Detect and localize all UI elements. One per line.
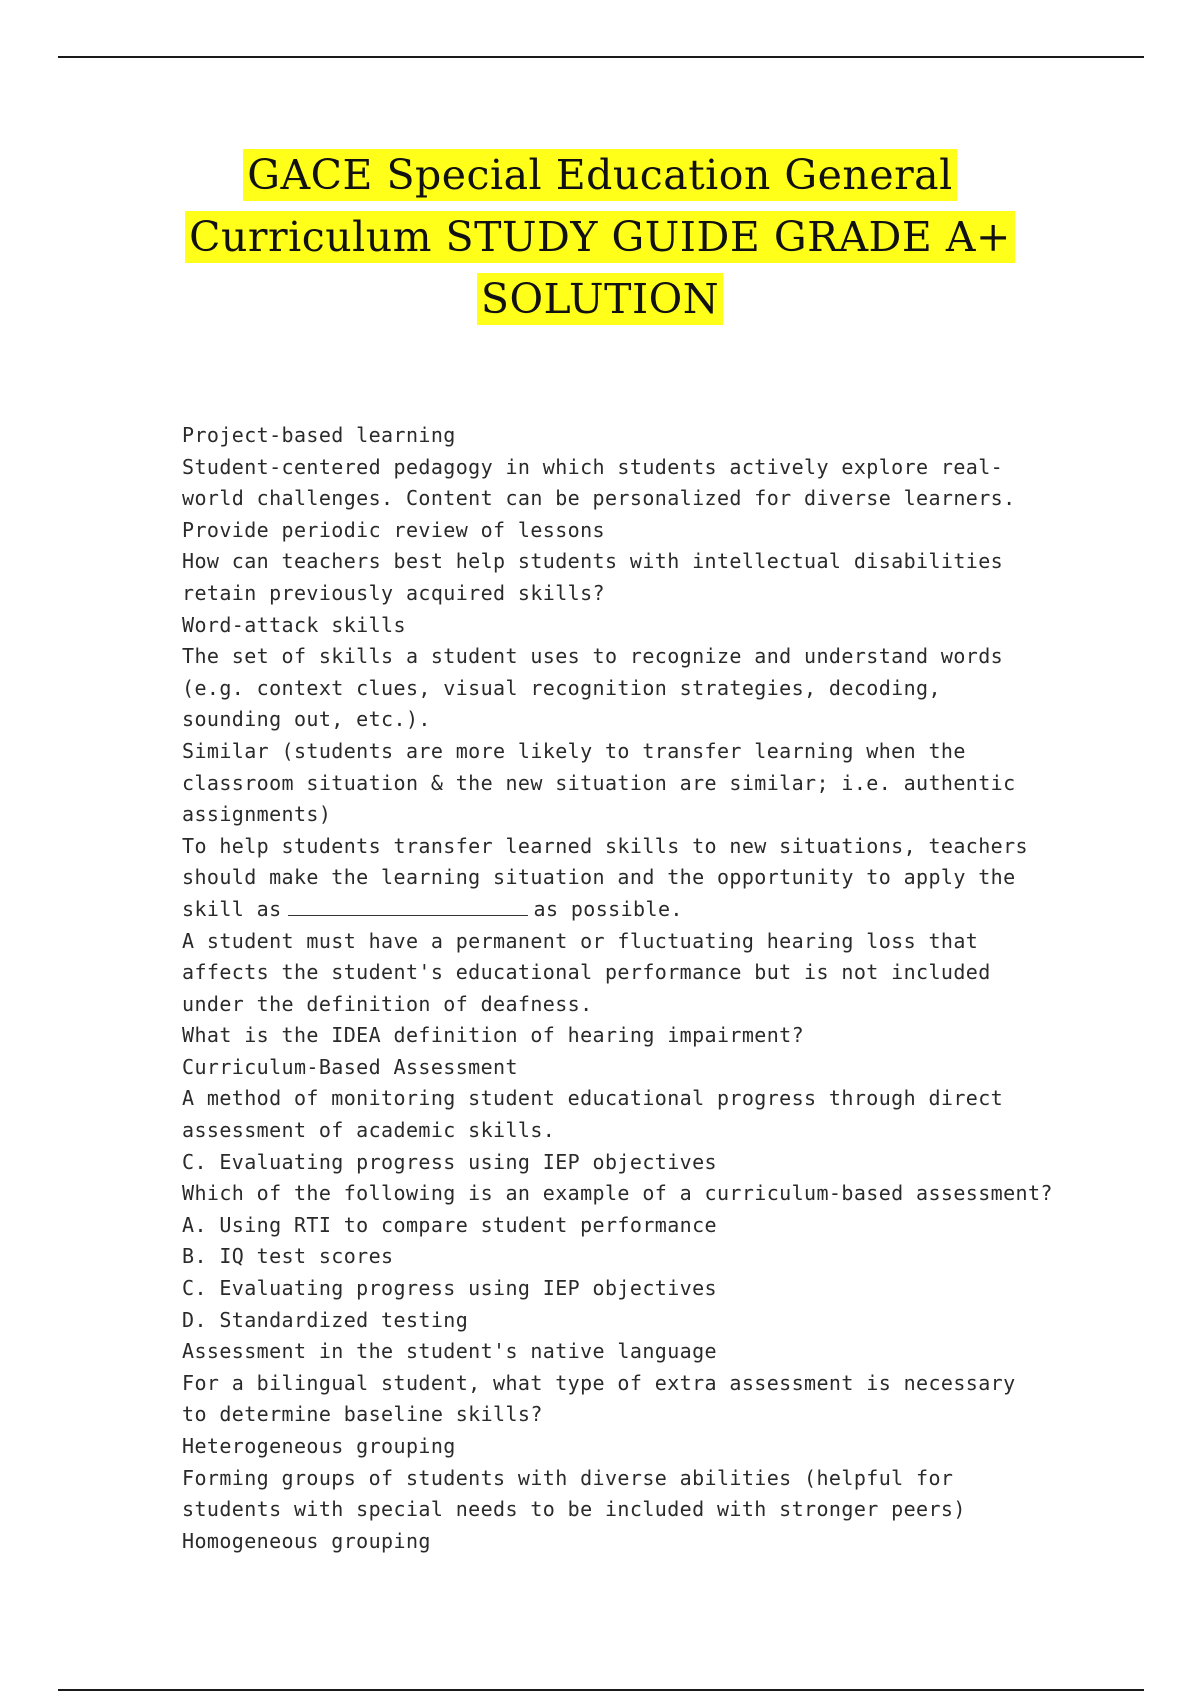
option-line: A. Using RTI to compare student performance xyxy=(182,1212,717,1237)
title-text-2: Curriculum STUDY GUIDE GRADE A+ xyxy=(185,211,1015,263)
question-line: should make the learning situation and the opportunity to apply the xyxy=(182,865,1016,890)
answer-line: Similar (students are more likely to transfer learning when the xyxy=(182,738,966,763)
title-line-2 xyxy=(150,206,1050,268)
answer-line: assignments) xyxy=(182,802,332,827)
document-title xyxy=(150,144,1050,330)
definition-line: Student-centered pedagogy in which students actively explore real- xyxy=(182,454,1004,479)
answer-line: C. Evaluating progress using IEP objectives xyxy=(182,1149,717,1174)
question-line: How can teachers best help students with intellectual disabilities xyxy=(182,549,1004,574)
option-line: C. Evaluating progress using IEP objectives xyxy=(182,1276,717,1301)
term-line: Heterogeneous grouping xyxy=(182,1434,456,1458)
definition-line: A method of monitoring student educational progress through direct xyxy=(182,1086,1004,1111)
term-line: Word-attack skills xyxy=(182,612,406,637)
question-line: to determine baseline skills? xyxy=(182,1402,543,1427)
answer-line: A student must have a permanent or fluctuating hearing loss that xyxy=(182,928,979,953)
definition-line: (e.g. context clues, visual recognition strategies, decoding, xyxy=(182,675,941,700)
definition-line: sounding out, etc.). xyxy=(182,707,431,732)
option-line: D. Standardized testing xyxy=(182,1307,469,1332)
title-text-1: GACE Special Education General xyxy=(243,149,957,201)
answer-line: classroom situation & the new situation are similar; i.e. authentic xyxy=(182,770,1016,795)
option-line: B. IQ test scores xyxy=(182,1244,394,1269)
question-line: For a bilingual student, what type of extra assessment is necessary xyxy=(182,1370,1016,1395)
term-line: Homogeneous grouping xyxy=(182,1528,431,1553)
title-line-3 xyxy=(150,268,1050,330)
study-guide-body xyxy=(182,420,1082,1557)
question-line: What is the IDEA definition of hearing impairment? xyxy=(182,1023,805,1048)
answer-line: affects the student's educational performance but is not included xyxy=(182,960,991,985)
question-line: To help students transfer learned skills to new situations, teachers xyxy=(182,833,1028,858)
title-text-3: SOLUTION xyxy=(477,273,723,325)
blank-suffix: as possible. xyxy=(533,896,683,921)
answer-line: Provide periodic review of lessons xyxy=(182,517,605,542)
definition-line: students with special needs to be included with stronger peers) xyxy=(182,1497,966,1522)
question-line: retain previously acquired skills? xyxy=(182,580,605,605)
answer-blank xyxy=(288,895,528,916)
definition-line: Forming groups of students with diverse abilities (helpful for xyxy=(182,1465,954,1490)
header-rule xyxy=(58,56,1144,58)
term-line: Project-based learning xyxy=(182,423,456,447)
definition-line: The set of skills a student uses to recognize and understand words xyxy=(182,644,1004,669)
definition-line: assessment of academic skills. xyxy=(182,1118,556,1143)
answer-line: Assessment in the student's native language xyxy=(182,1339,717,1364)
fill-in-blank-line xyxy=(182,894,1082,926)
footer-rule xyxy=(58,1689,1144,1691)
title-line-1 xyxy=(150,144,1050,206)
term-line: Curriculum-Based Assessment xyxy=(182,1054,518,1079)
question-line: Which of the following is an example of a curriculum-based assessment? xyxy=(182,1181,1053,1206)
definition-line: world challenges. Content can be personalized for diverse learners. xyxy=(182,486,1016,511)
answer-line: under the definition of deafness. xyxy=(182,991,593,1016)
blank-prefix: skill as xyxy=(182,896,282,921)
